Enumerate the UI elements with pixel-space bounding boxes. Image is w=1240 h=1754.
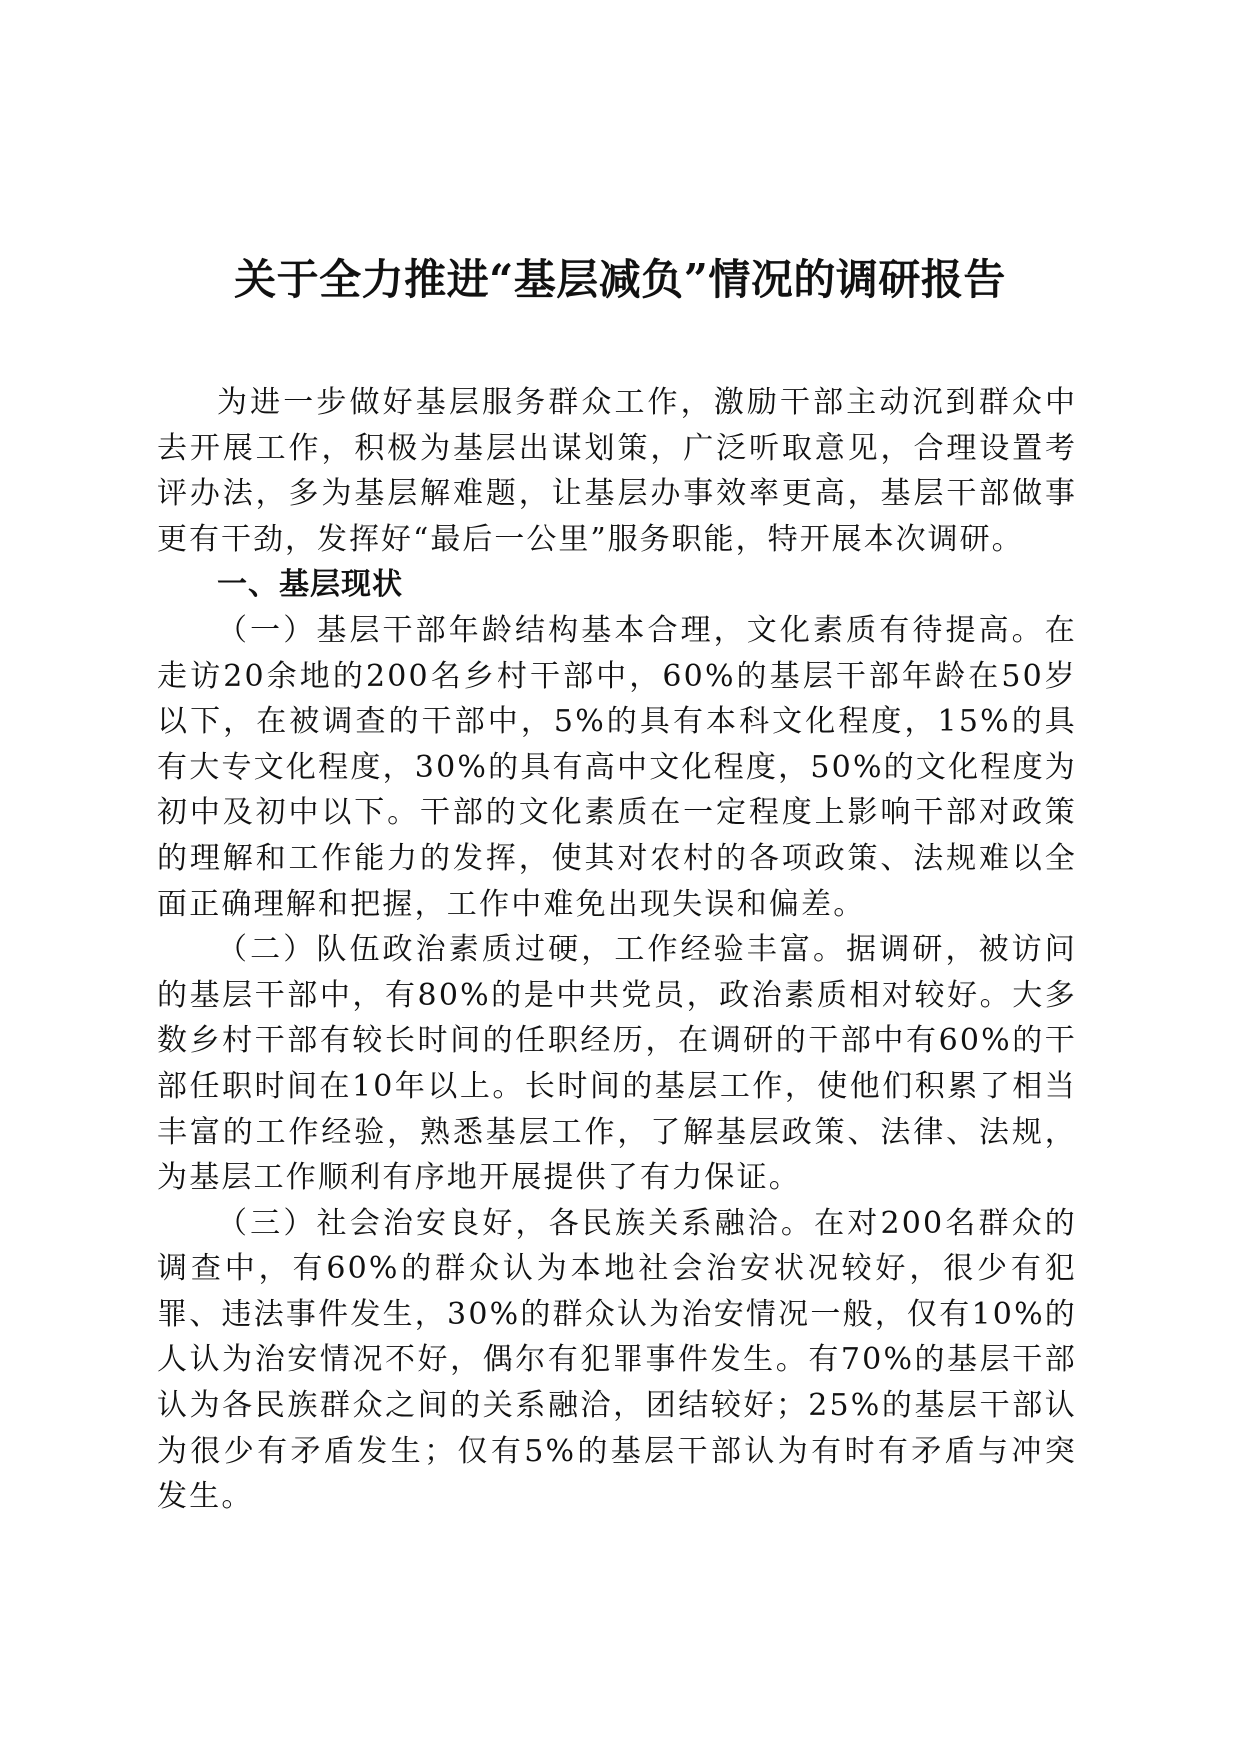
document-body: [157, 380, 1077, 1520]
section-paragraph-1: （一）基层干部年龄结构基本合理，文化素质有待提高。在走访20余地的200名乡村干部中，60%的基层干部年龄在50岁以下，在被调查的干部中，5%的具有本科文化程度，15%的具有大专文化程度，30%的具有高中文化程度，50%的文化程度为初中及初中以下。干部的文化素质在一定程度上影响干部对政策的理解和工作能力的发挥，使其对农村的各项政策、法规难以全面正确理解和把握，工作中难免出现失误和偏差。: [157, 612, 1077, 922]
section-paragraph-3: （三）社会治安良好，各民族关系融洽。在对200名群众的调查中，有60%的群众认为本地社会治安状况较好，很少有犯罪、违法事件发生，30%的群众认为治安情况一般，仅有10%的人认为治安情况不好，偶尔有犯罪事件发生。有70%的基层干部认为各民族群众之间的关系融洽，团结较好；25%的基层干部认为很少有矛盾发生；仅有5%的基层干部认为有时有矛盾与冲突发生。: [157, 1205, 1077, 1515]
section-paragraph-2: （二）队伍政治素质过硬，工作经验丰富。据调研，被访问的基层干部中，有80%的是中共党员，政治素质相对较好。大多数乡村干部有较长时间的任职经历，在调研的干部中有60%的干部任职时间在10年以上。长时间的基层工作，使他们积累了相当丰富的工作经验，熟悉基层工作，了解基层政策、法律、法规，为基层工作顺利有序地开展提供了有力保证。: [157, 932, 1077, 1196]
document-title: 关于全力推进“基层减负”情况的调研报告: [234, 255, 1006, 304]
intro-paragraph: 为进一步做好基层服务群众工作，激励干部主动沉到群众中去开展工作，积极为基层出谋划策，广泛听取意见，合理设置考评办法，多为基层解难题，让基层办事效率更高，基层干部做事更有干劲，发挥好“最后一公里”服务职能，特开展本次调研。: [157, 385, 1077, 557]
section-heading: 一、基层现状: [217, 567, 403, 603]
